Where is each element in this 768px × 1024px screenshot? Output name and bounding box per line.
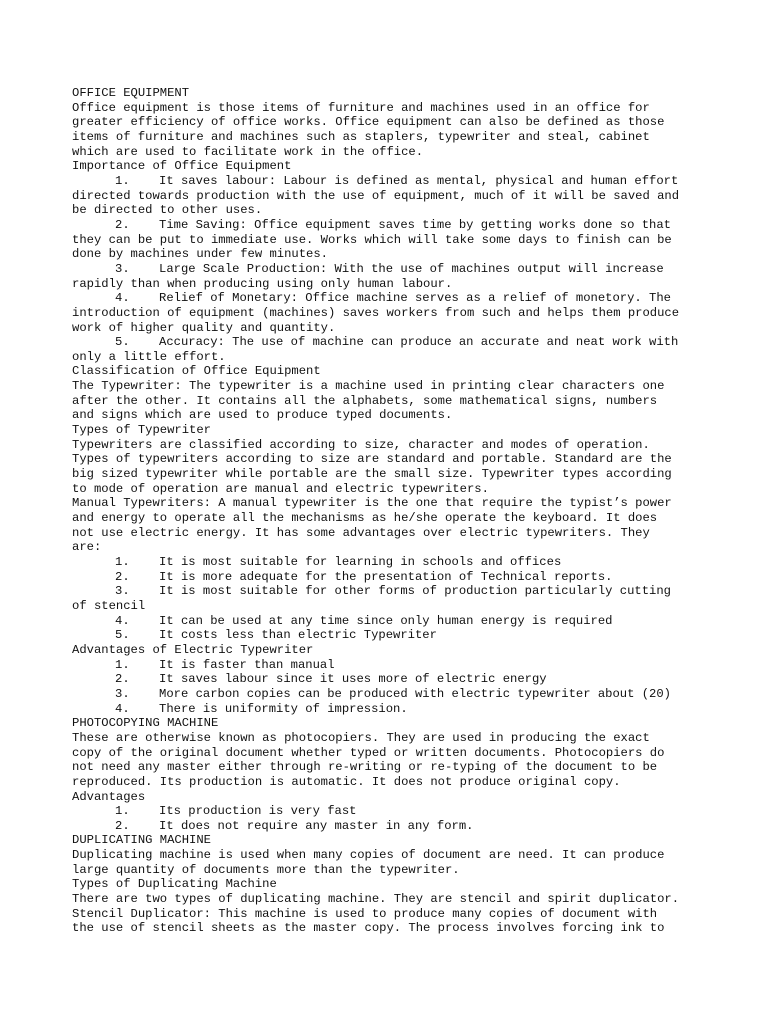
text-line: large quantity of documents more than the typewriter. xyxy=(72,862,460,877)
text-line: done by machines under few minutes. xyxy=(72,247,328,262)
text-line: PHOTOCOPYING MACHINE xyxy=(72,716,219,731)
text-line: after the other. It contains all the alphabets, some mathematical signs, numbers xyxy=(72,393,658,408)
text-line: Types of typewriters according to size are standard and portable. Standard are the xyxy=(72,452,672,467)
text-line: of stencil xyxy=(72,598,146,613)
numbered-list-item xyxy=(72,614,748,629)
text-line: Advantages xyxy=(72,789,146,804)
list-item-text: It can be used at any time since only human energy is required xyxy=(159,613,613,628)
text-line: Typewriters are classified according to size, character and modes of operation. xyxy=(72,437,650,452)
list-item-text: It saves labour: Labour is defined as mental, physical and human effort xyxy=(159,173,679,188)
text-line: and signs which are used to produce typed documents. xyxy=(72,408,453,423)
numbered-list-item xyxy=(72,291,748,306)
list-number: 3. xyxy=(115,686,130,701)
list-number: 4. xyxy=(115,613,130,628)
list-item-text: More carbon copies can be produced with electric typewriter about (20) xyxy=(159,686,671,701)
numbered-list-item xyxy=(72,262,748,277)
text-line: the use of stencil sheets as the master copy. The process involves forcing ink to xyxy=(72,921,665,936)
list-item-text: Its production is very fast xyxy=(159,804,357,819)
text-line: copy of the original document whether typed or written documents. Photocopiers do xyxy=(72,745,665,760)
list-item-text: It is more adequate for the presentation of Technical reports. xyxy=(159,569,613,584)
text-line: big sized typewriter while portable are the small size. Typewriter types according xyxy=(72,467,672,482)
numbered-list-item xyxy=(72,804,748,819)
numbered-list-item xyxy=(72,218,748,233)
text-line: The Typewriter: The typewriter is a machine used in printing clear characters one xyxy=(72,379,665,394)
list-number: 4. xyxy=(115,701,130,716)
text-line: and energy to operate all the mechanisms as he/she operate the keyboard. It does xyxy=(72,511,658,526)
numbered-list-item xyxy=(72,174,748,189)
numbered-list-item xyxy=(72,335,748,350)
list-item-text: It does not require any master in any form. xyxy=(159,818,474,833)
text-line: Types of Duplicating Machine xyxy=(72,877,277,892)
text-line: These are otherwise known as photocopiers. They are used in producing the exact xyxy=(72,730,650,745)
list-item-text: Accuracy: The use of machine can produce an accurate and neat work with xyxy=(159,335,679,350)
text-line: they can be put to immediate use. Works which will take some days to finish can be xyxy=(72,232,672,247)
text-line: reproduced. Its production is automatic. It does not produce original copy. xyxy=(72,774,621,789)
list-number: 1. xyxy=(115,555,130,569)
numbered-list-item xyxy=(72,555,748,570)
list-item-text: It costs less than electric Typewriter xyxy=(159,628,437,643)
text-line: Advantages of Electric Typewriter xyxy=(72,642,314,657)
numbered-list-item xyxy=(72,584,748,599)
list-number: 2. xyxy=(115,818,130,833)
list-item-text: There is uniformity of impression. xyxy=(159,701,408,716)
numbered-list-item xyxy=(72,658,748,673)
list-number: 4. xyxy=(115,291,130,306)
list-number: 1. xyxy=(115,657,130,672)
list-number: 3. xyxy=(115,584,130,599)
list-number: 2. xyxy=(115,569,130,584)
numbered-list-item xyxy=(72,819,748,834)
list-number: 2. xyxy=(115,672,130,687)
text-line: DUPLICATING MACHINE xyxy=(72,833,211,848)
text-line: introduction of equipment (machines) saves workers from such and helps them produce xyxy=(72,305,680,320)
numbered-list-item xyxy=(72,672,748,687)
list-item-text: Time Saving: Office equipment saves time by getting works done so that xyxy=(159,217,671,232)
text-line: not use electric energy. It has some advantages over electric typewriters. They xyxy=(72,525,650,540)
list-number: 5. xyxy=(115,628,130,643)
numbered-list-item xyxy=(72,687,748,702)
text-line: Stencil Duplicator: This machine is used to produce many copies of document with xyxy=(72,906,658,921)
list-item-text: Relief of Monetary: Office machine serves as a relief of monetory. The xyxy=(159,291,671,306)
text-line: Manual Typewriters: A manual typewriter is the one that require the typist’s power xyxy=(72,496,672,511)
list-number: 2. xyxy=(115,217,130,232)
numbered-list-item xyxy=(72,702,748,717)
list-item-text: It saves labour since it uses more of electric energy xyxy=(159,672,547,687)
list-item-text: It is faster than manual xyxy=(159,657,335,672)
text-line: work of higher quality and quantity. xyxy=(72,320,336,335)
list-number: 3. xyxy=(115,261,130,276)
text-line: which are used to facilitate work in the office. xyxy=(72,144,424,159)
list-item-text: Large Scale Production: With the use of machines output will increase xyxy=(159,261,664,276)
text-line: Office equipment is those items of furniture and machines used in an office for xyxy=(72,100,650,115)
text-line: Types of Typewriter xyxy=(72,423,211,438)
text-line: are: xyxy=(72,540,102,555)
list-number: 1. xyxy=(115,804,130,819)
text-line: Classification of Office Equipment xyxy=(72,364,321,379)
text-line: not need any master either through re-writing or re-typing of the document to be xyxy=(72,760,658,775)
text-line: directed towards production with the use of equipment, much of it will be saved and xyxy=(72,188,680,203)
text-line: There are two types of duplicating machine. They are stencil and spirit duplicator. xyxy=(72,892,680,907)
text-line: greater efficiency of office works. Office equipment can also be defined as those xyxy=(72,115,665,130)
text-line: items of furniture and machines such as staplers, typewriter and steal, cabinet xyxy=(72,129,650,144)
text-line: OFFICE EQUIPMENT xyxy=(72,86,190,100)
text-line: rapidly than when producing using only human labour. xyxy=(72,276,453,291)
text-line: only a little effort. xyxy=(72,349,226,364)
list-number: 1. xyxy=(115,173,130,188)
text-line: Duplicating machine is used when many copies of document are need. It can produce xyxy=(72,848,665,863)
numbered-list-item xyxy=(72,628,748,643)
list-item-text: It is most suitable for other forms of production particularly cutting xyxy=(159,584,671,599)
text-line: to mode of operation are manual and electric typewriters. xyxy=(72,481,489,496)
text-line: Importance of Office Equipment xyxy=(72,159,292,174)
list-item-text: It is most suitable for learning in schools and offices xyxy=(159,555,562,569)
numbered-list-item xyxy=(72,570,748,585)
text-line: be directed to other uses. xyxy=(72,203,263,218)
list-number: 5. xyxy=(115,335,130,350)
